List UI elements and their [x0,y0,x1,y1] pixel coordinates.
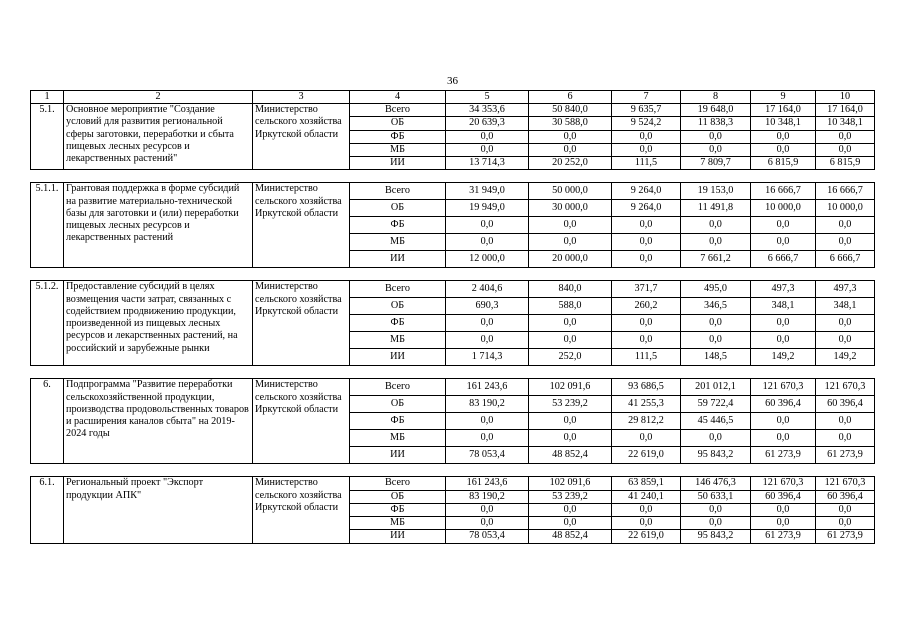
amount-cell: 0,0 [612,430,681,447]
item-number-cell: 5.1.2. [31,281,64,366]
amount-cell: 17 164,0 [751,104,816,117]
amount-cell: 0,0 [446,430,529,447]
header-cell: 3 [253,91,350,104]
amount-cell: 0,0 [751,315,816,332]
amount-cell: 13 714,3 [446,157,529,170]
amount-cell: 10 000,0 [816,200,875,217]
amount-cell: 61 273,9 [816,447,875,464]
amount-cell: 45 446,5 [681,413,751,430]
amount-cell: 9 635,7 [612,104,681,117]
amount-cell: 10 000,0 [751,200,816,217]
amount-cell: 60 396,4 [751,396,816,413]
funding-source-cell: Всего [350,104,446,117]
amount-cell: 0,0 [816,315,875,332]
separator-cell [31,170,875,183]
item-name-cell: Основное мероприятие "Создание условий для развития региональной сферы заготовки, переработки и сбыта пищевых лесных ресурсов и лекарственных растений" [64,104,253,170]
amount-cell: 61 273,9 [751,447,816,464]
amount-cell: 0,0 [612,517,681,530]
header-cell: 1 [31,91,64,104]
funding-source-cell: ФБ [350,130,446,143]
amount-cell: 0,0 [529,130,612,143]
separator-row [31,170,875,183]
amount-cell: 149,2 [751,349,816,366]
table-header-row [31,91,875,104]
funding-source-cell: Всего [350,379,446,396]
header-cell: 4 [350,91,446,104]
amount-cell: 1 714,3 [446,349,529,366]
amount-cell: 0,0 [681,315,751,332]
amount-cell: 0,0 [816,413,875,430]
item-number-cell: 5.1. [31,104,64,170]
amount-cell: 0,0 [751,217,816,234]
amount-cell: 161 243,6 [446,477,529,490]
amount-cell: 6 666,7 [751,251,816,268]
amount-cell: 0,0 [681,234,751,251]
amount-cell: 0,0 [751,430,816,447]
amount-cell: 252,0 [529,349,612,366]
amount-cell: 148,5 [681,349,751,366]
amount-cell: 495,0 [681,281,751,298]
amount-cell: 0,0 [751,503,816,516]
amount-cell: 0,0 [446,234,529,251]
table-row [31,379,875,396]
amount-cell: 0,0 [751,234,816,251]
amount-cell: 95 843,2 [681,447,751,464]
amount-cell: 20 000,0 [529,251,612,268]
funding-source-cell: ФБ [350,217,446,234]
amount-cell: 6 666,7 [816,251,875,268]
funding-source-cell: ИИ [350,349,446,366]
amount-cell: 0,0 [681,503,751,516]
amount-cell: 371,7 [612,281,681,298]
amount-cell: 16 666,7 [816,183,875,200]
item-name-cell: Предоставление субсидий в целях возмещения части затрат, связанных с содействием продвижению продукции, произведенной из пищевых лесных ресурсов и лекарственных растений, на российский и зарубежные рынки [64,281,253,366]
funding-source-cell: ОБ [350,200,446,217]
separator-row [31,464,875,477]
executor-cell: Министерство сельского хозяйства Иркутской области [253,104,350,170]
amount-cell: 0,0 [446,315,529,332]
amount-cell: 7 661,2 [681,251,751,268]
amount-cell: 588,0 [529,298,612,315]
funding-source-cell: ИИ [350,530,446,543]
executor-cell: Министерство сельского хозяйства Иркутской области [253,281,350,366]
amount-cell: 83 190,2 [446,490,529,503]
amount-cell: 0,0 [446,517,529,530]
amount-cell: 0,0 [681,130,751,143]
amount-cell: 149,2 [816,349,875,366]
amount-cell: 19 648,0 [681,104,751,117]
amount-cell: 6 815,9 [751,157,816,170]
executor-cell: Министерство сельского хозяйства Иркутской области [253,379,350,464]
separator-row [31,268,875,281]
funding-source-cell: МБ [350,517,446,530]
executor-cell: Министерство сельского хозяйства Иркутской области [253,183,350,268]
amount-cell: 12 000,0 [446,251,529,268]
table-row [31,183,875,200]
table-row [31,104,875,117]
amount-cell: 0,0 [816,234,875,251]
amount-cell: 60 396,4 [751,490,816,503]
page-number: 36 [447,75,458,87]
amount-cell: 61 273,9 [751,530,816,543]
amount-cell: 146 476,3 [681,477,751,490]
amount-cell: 0,0 [751,332,816,349]
amount-cell: 30 588,0 [529,117,612,130]
amount-cell: 0,0 [529,503,612,516]
amount-cell: 111,5 [612,349,681,366]
amount-cell: 48 852,4 [529,530,612,543]
header-cell: 8 [681,91,751,104]
amount-cell: 41 240,1 [612,490,681,503]
separator-cell [31,366,875,379]
amount-cell: 0,0 [681,217,751,234]
amount-cell: 0,0 [612,217,681,234]
amount-cell: 0,0 [529,234,612,251]
header-cell: 2 [64,91,253,104]
amount-cell: 20 639,3 [446,117,529,130]
amount-cell: 11 838,3 [681,117,751,130]
amount-cell: 0,0 [751,143,816,156]
amount-cell: 348,1 [816,298,875,315]
budget-table [30,90,875,544]
amount-cell: 50 633,1 [681,490,751,503]
separator-row [31,366,875,379]
amount-cell: 95 843,2 [681,530,751,543]
item-number-cell: 6.1. [31,477,64,543]
item-name-cell: Грантовая поддержка в форме субсидий на развитие материально-технической базы для заготовки и (или) переработки пищевых лесных ресурсов и лекарственных растений [64,183,253,268]
amount-cell: 53 239,2 [529,396,612,413]
amount-cell: 61 273,9 [816,530,875,543]
amount-cell: 0,0 [681,517,751,530]
amount-cell: 840,0 [529,281,612,298]
amount-cell: 0,0 [612,503,681,516]
amount-cell: 0,0 [816,517,875,530]
separator-cell [31,464,875,477]
funding-source-cell: Всего [350,281,446,298]
amount-cell: 0,0 [816,503,875,516]
funding-source-cell: МБ [350,234,446,251]
amount-cell: 161 243,6 [446,379,529,396]
amount-cell: 50 840,0 [529,104,612,117]
amount-cell: 111,5 [612,157,681,170]
amount-cell: 0,0 [816,332,875,349]
amount-cell: 22 619,0 [612,530,681,543]
item-number-cell: 6. [31,379,64,464]
amount-cell: 0,0 [446,413,529,430]
amount-cell: 7 809,7 [681,157,751,170]
amount-cell: 0,0 [529,143,612,156]
amount-cell: 9 524,2 [612,117,681,130]
amount-cell: 0,0 [446,130,529,143]
amount-cell: 102 091,6 [529,379,612,396]
amount-cell: 0,0 [681,332,751,349]
amount-cell: 22 619,0 [612,447,681,464]
amount-cell: 2 404,6 [446,281,529,298]
amount-cell: 0,0 [816,130,875,143]
amount-cell: 60 396,4 [816,396,875,413]
funding-source-cell: ФБ [350,315,446,332]
amount-cell: 30 000,0 [529,200,612,217]
amount-cell: 0,0 [751,517,816,530]
funding-source-cell: МБ [350,143,446,156]
amount-cell: 0,0 [751,130,816,143]
amount-cell: 53 239,2 [529,490,612,503]
funding-source-cell: ИИ [350,251,446,268]
amount-cell: 260,2 [612,298,681,315]
amount-cell: 0,0 [529,332,612,349]
amount-cell: 0,0 [529,517,612,530]
amount-cell: 0,0 [529,315,612,332]
amount-cell: 59 722,4 [681,396,751,413]
amount-cell: 0,0 [816,143,875,156]
amount-cell: 48 852,4 [529,447,612,464]
amount-cell: 497,3 [816,281,875,298]
amount-cell: 17 164,0 [816,104,875,117]
amount-cell: 6 815,9 [816,157,875,170]
header-cell: 7 [612,91,681,104]
amount-cell: 9 264,0 [612,200,681,217]
amount-cell: 346,5 [681,298,751,315]
funding-source-cell: ИИ [350,157,446,170]
amount-cell: 20 252,0 [529,157,612,170]
funding-source-cell: МБ [350,430,446,447]
amount-cell: 201 012,1 [681,379,751,396]
amount-cell: 9 264,0 [612,183,681,200]
amount-cell: 0,0 [612,234,681,251]
amount-cell: 0,0 [529,413,612,430]
amount-cell: 60 396,4 [816,490,875,503]
funding-source-cell: МБ [350,332,446,349]
amount-cell: 16 666,7 [751,183,816,200]
amount-cell: 0,0 [816,430,875,447]
amount-cell: 78 053,4 [446,530,529,543]
amount-cell: 0,0 [681,430,751,447]
item-number-cell: 5.1.1. [31,183,64,268]
amount-cell: 0,0 [612,143,681,156]
amount-cell: 497,3 [751,281,816,298]
funding-source-cell: ОБ [350,298,446,315]
table-row [31,281,875,298]
amount-cell: 102 091,6 [529,477,612,490]
amount-cell: 0,0 [681,143,751,156]
amount-cell: 0,0 [816,217,875,234]
item-name-cell: Региональный проект "Экспорт продукции АПК" [64,477,253,543]
amount-cell: 0,0 [529,217,612,234]
amount-cell: 10 348,1 [751,117,816,130]
amount-cell: 31 949,0 [446,183,529,200]
funding-source-cell: ИИ [350,447,446,464]
header-cell: 6 [529,91,612,104]
amount-cell: 690,3 [446,298,529,315]
funding-source-cell: Всего [350,477,446,490]
amount-cell: 0,0 [446,503,529,516]
amount-cell: 0,0 [529,430,612,447]
header-cell: 10 [816,91,875,104]
amount-cell: 63 859,1 [612,477,681,490]
funding-source-cell: ФБ [350,413,446,430]
amount-cell: 0,0 [612,251,681,268]
amount-cell: 93 686,5 [612,379,681,396]
amount-cell: 19 153,0 [681,183,751,200]
funding-source-cell: ОБ [350,117,446,130]
table-row [31,477,875,490]
header-cell: 5 [446,91,529,104]
funding-source-cell: Всего [350,183,446,200]
executor-cell: Министерство сельского хозяйства Иркутской области [253,477,350,543]
amount-cell: 0,0 [612,130,681,143]
funding-source-cell: ОБ [350,396,446,413]
header-cell: 9 [751,91,816,104]
amount-cell: 0,0 [446,332,529,349]
amount-cell: 121 670,3 [816,379,875,396]
amount-cell: 78 053,4 [446,447,529,464]
amount-cell: 121 670,3 [816,477,875,490]
amount-cell: 121 670,3 [751,477,816,490]
amount-cell: 0,0 [751,413,816,430]
separator-cell [31,268,875,281]
amount-cell: 348,1 [751,298,816,315]
amount-cell: 19 949,0 [446,200,529,217]
amount-cell: 34 353,6 [446,104,529,117]
amount-cell: 0,0 [612,315,681,332]
funding-source-cell: ФБ [350,503,446,516]
amount-cell: 0,0 [612,332,681,349]
amount-cell: 83 190,2 [446,396,529,413]
amount-cell: 121 670,3 [751,379,816,396]
amount-cell: 0,0 [446,217,529,234]
amount-cell: 50 000,0 [529,183,612,200]
funding-source-cell: ОБ [350,490,446,503]
amount-cell: 41 255,3 [612,396,681,413]
item-name-cell: Подпрограмма "Развитие переработки сельскохозяйственной продукции, производства продовольственных товаров и расширения каналов сбыта" на 2019-2024 годы [64,379,253,464]
amount-cell: 0,0 [446,143,529,156]
amount-cell: 10 348,1 [816,117,875,130]
amount-cell: 29 812,2 [612,413,681,430]
amount-cell: 11 491,8 [681,200,751,217]
